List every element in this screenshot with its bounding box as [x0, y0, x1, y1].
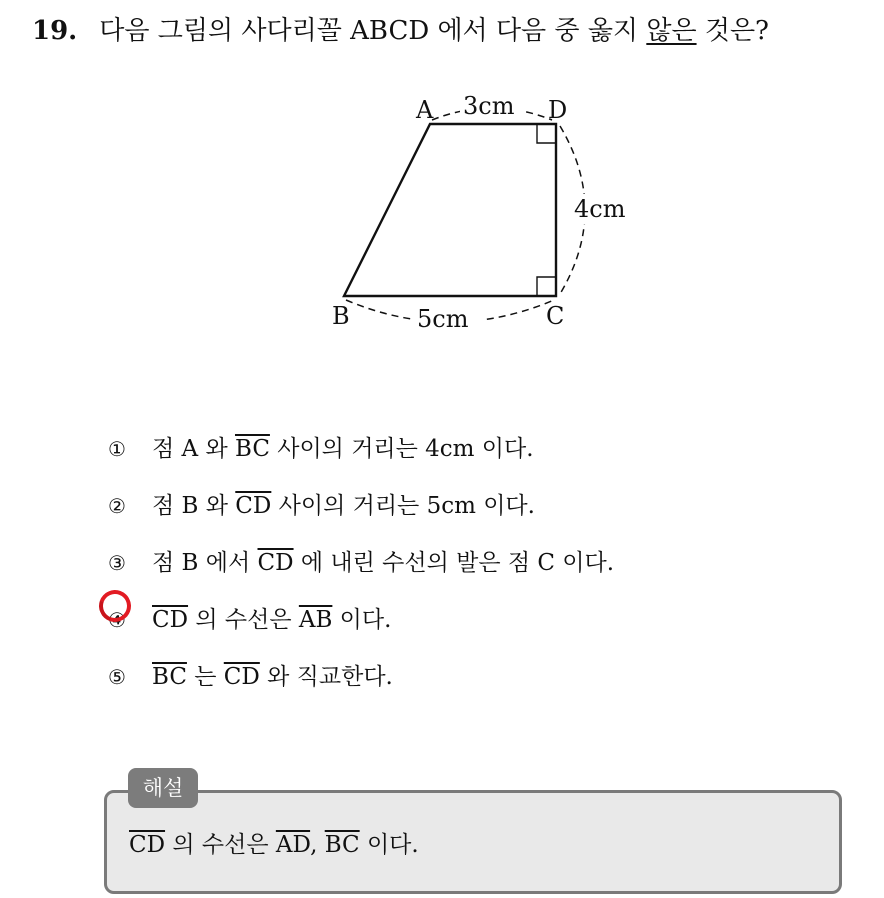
right-angle-mark-c	[537, 277, 556, 296]
vertex-label-c: C	[546, 302, 565, 330]
choice-2[interactable]	[108, 477, 614, 534]
text-run: 사이의 거리는 4cm 이다.	[269, 435, 534, 462]
vertex-label-d: D	[548, 96, 568, 124]
vertex-label-a: A	[416, 96, 434, 124]
text-run: 와 직교한다.	[259, 663, 393, 690]
text-run: 에 내린 수선의 발은 점 C 이다.	[293, 549, 615, 576]
text-run: 점 B 와	[152, 492, 236, 519]
choice-4[interactable]	[108, 591, 614, 648]
choice-5[interactable]	[108, 648, 614, 705]
solution-box	[104, 790, 842, 894]
question-text-start: 다음 그림의 사다리꼴 ABCD 에서 다음 중 옳지	[99, 16, 639, 46]
question-text-end: 것은?	[704, 16, 769, 46]
choice-text	[152, 429, 534, 469]
segment-name: $\overline{CD}$	[223, 663, 260, 690]
trapezoid-outline	[344, 124, 556, 296]
question-emphasis: 않은	[646, 16, 697, 46]
segment-name: $\overline{AB}$	[298, 606, 333, 633]
choice-text	[152, 600, 391, 640]
question-text	[99, 16, 769, 46]
question-header	[32, 14, 769, 48]
choice-text	[152, 657, 393, 697]
segment-name: $\overline{BC}$	[234, 435, 270, 462]
choice-number: ③	[108, 550, 126, 575]
vertex-label-b: B	[332, 302, 350, 330]
text-run: 의 수선은	[165, 832, 276, 858]
answer-circle-mark	[94, 584, 137, 627]
segment-name: $\overline{AD}$	[275, 832, 311, 858]
segment-name: $\overline{CD}$	[152, 606, 189, 633]
text-run: 점 A 와	[152, 435, 235, 462]
text-run: 는	[186, 663, 224, 690]
text-run: 의 수선은	[188, 606, 299, 633]
dimension-label-top: 3cm	[463, 92, 515, 120]
choice-text	[152, 486, 535, 526]
text-run: 사이의 거리는 5cm 이다.	[271, 492, 535, 519]
choice-number: ②	[108, 493, 126, 518]
choice-number: ①	[108, 436, 126, 461]
choice-3[interactable]	[108, 534, 614, 591]
text-run: ,	[310, 832, 325, 858]
segment-name: $\overline{CD}$	[235, 492, 272, 519]
trapezoid-figure	[300, 88, 660, 348]
choice-number: ⑤	[108, 664, 126, 689]
choice-list	[108, 420, 614, 705]
segment-name: $\overline{BC}$	[324, 832, 360, 858]
solution-label: 해설	[128, 768, 198, 808]
text-run: 이다.	[332, 606, 392, 633]
segment-name: $\overline{BC}$	[152, 663, 187, 690]
choice-text	[152, 543, 614, 583]
text-run: 이다.	[359, 832, 419, 858]
segment-name: $\overline{CD}$	[129, 832, 166, 858]
right-angle-mark-d	[537, 124, 556, 143]
solution-text	[129, 825, 419, 865]
question-number: 19.	[32, 16, 78, 46]
text-run: 점 B 에서	[152, 549, 258, 576]
segment-name: $\overline{CD}$	[257, 549, 294, 576]
choice-1[interactable]	[108, 420, 614, 477]
choice-number: ④	[108, 607, 126, 632]
dimension-label-bottom: 5cm	[417, 305, 469, 333]
choice-number-selected	[108, 600, 148, 640]
dimension-label-right: 4cm	[574, 195, 626, 223]
